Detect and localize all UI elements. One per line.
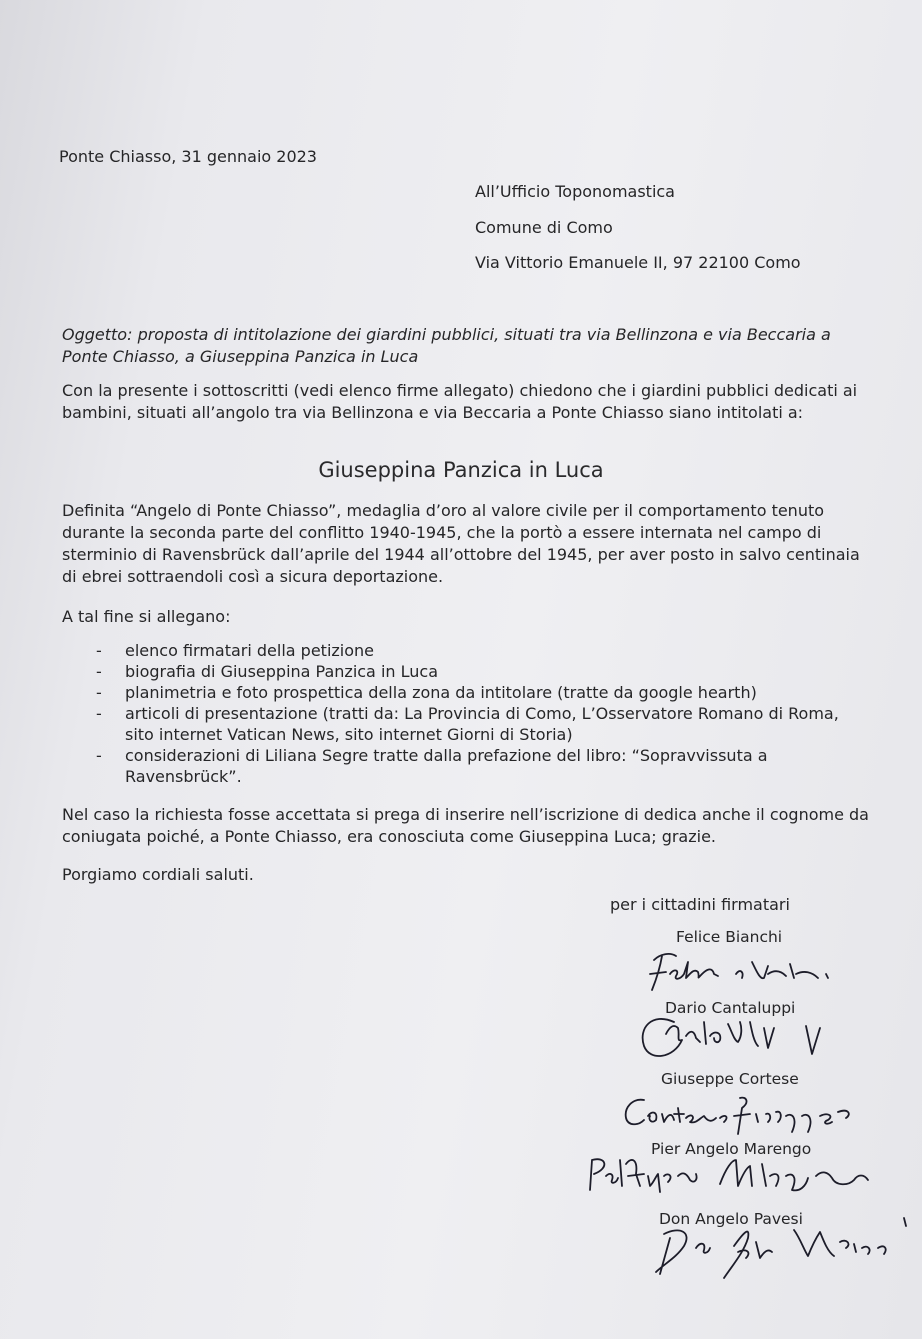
signature-intro: per i cittadini firmatari (610, 895, 790, 914)
list-marker: - (96, 641, 102, 660)
attachment-text: considerazioni di Liliana Segre tratte dalla prefazione del libro: “Sopravvissuta a Ravensbrück”. (125, 746, 768, 786)
surname-request-paragraph: Nel caso la richiesta fosse accettata si prega di inserire nell’iscrizione di dedica anche il cognome da coniugata poiché, a Ponte Chiasso, era conosciuta come Giuseppina Luca; grazie. (62, 805, 869, 846)
dedicatee-name: Giuseppina Panzica in Luca (318, 458, 604, 482)
recipient-office: All’Ufficio Toponomastica (475, 182, 675, 201)
signatory-name: Pier Angelo Marengo (651, 1140, 812, 1158)
list-marker: - (96, 746, 102, 765)
request-paragraph: Con la presente i sottoscritti (vedi elenco firme allegato) chiedono che i giardini pubblici dedicati ai bambini, situati all’angolo tra via Bellinzona e via Beccaria a Ponte Chiasso siano intitolati a: (62, 381, 858, 422)
list-marker: - (96, 662, 102, 681)
list-marker: - (96, 704, 102, 723)
handwritten-signature (640, 944, 860, 996)
signatory-name: Dario Cantaluppi (665, 999, 796, 1017)
attachments-intro: A tal fine si allegano: (62, 607, 231, 626)
attachment-text: biografia di Giuseppina Panzica in Luca (125, 662, 438, 681)
place-date: Ponte Chiasso, 31 gennaio 2023 (59, 147, 317, 166)
list-item (96, 640, 856, 661)
signatory-name: Felice Bianchi (676, 928, 783, 946)
attachment-text: articoli di presentazione (tratti da: La Provincia di Como, L’Osservatore Romano di Roma, sito internet Vatican News, sito internet Giorni di Storia) (125, 704, 839, 744)
handwritten-signature (586, 1146, 886, 1204)
recipient-address: Via Vittorio Emanuele II, 97 22100 Como (475, 253, 801, 272)
list-marker: - (96, 683, 102, 702)
closing-greeting: Porgiamo cordiali saluti. (62, 865, 254, 884)
attachment-text: planimetria e foto prospettica della zona da intitolare (tratte da google hearth) (125, 683, 757, 702)
signatory-name: Giuseppe Cortese (661, 1070, 799, 1088)
list-item (96, 661, 856, 682)
subject-line: Oggetto: proposta di intitolazione dei giardini pubblici, situati tra via Bellinzona e via Beccaria a Ponte Chiasso, a Giuseppina Panzica in Luca (62, 325, 831, 366)
handwritten-signature (616, 1088, 866, 1144)
handwritten-signature (640, 1212, 916, 1284)
handwritten-signature (630, 1006, 830, 1068)
list-item (96, 745, 856, 787)
recipient-municipality: Comune di Como (475, 218, 613, 237)
signatory-name: Don Angelo Pavesi (659, 1210, 803, 1228)
list-item (96, 703, 856, 745)
list-item (96, 682, 856, 703)
attachments-list (96, 640, 856, 787)
attachment-text: elenco firmatari della petizione (125, 641, 375, 660)
biography-paragraph: Definita “Angelo di Ponte Chiasso”, medaglia d’oro al valore civile per il comportamento tenuto durante la seconda parte del conflitto 1940-1945, che la portò a essere internata nel campo di sterminio di Ravensbrück dall’aprile del 1944 all’ottobre del 1945, per aver posto in salvo centinaia di ebrei sottraendoli così a sicura deportazione. (62, 501, 860, 586)
